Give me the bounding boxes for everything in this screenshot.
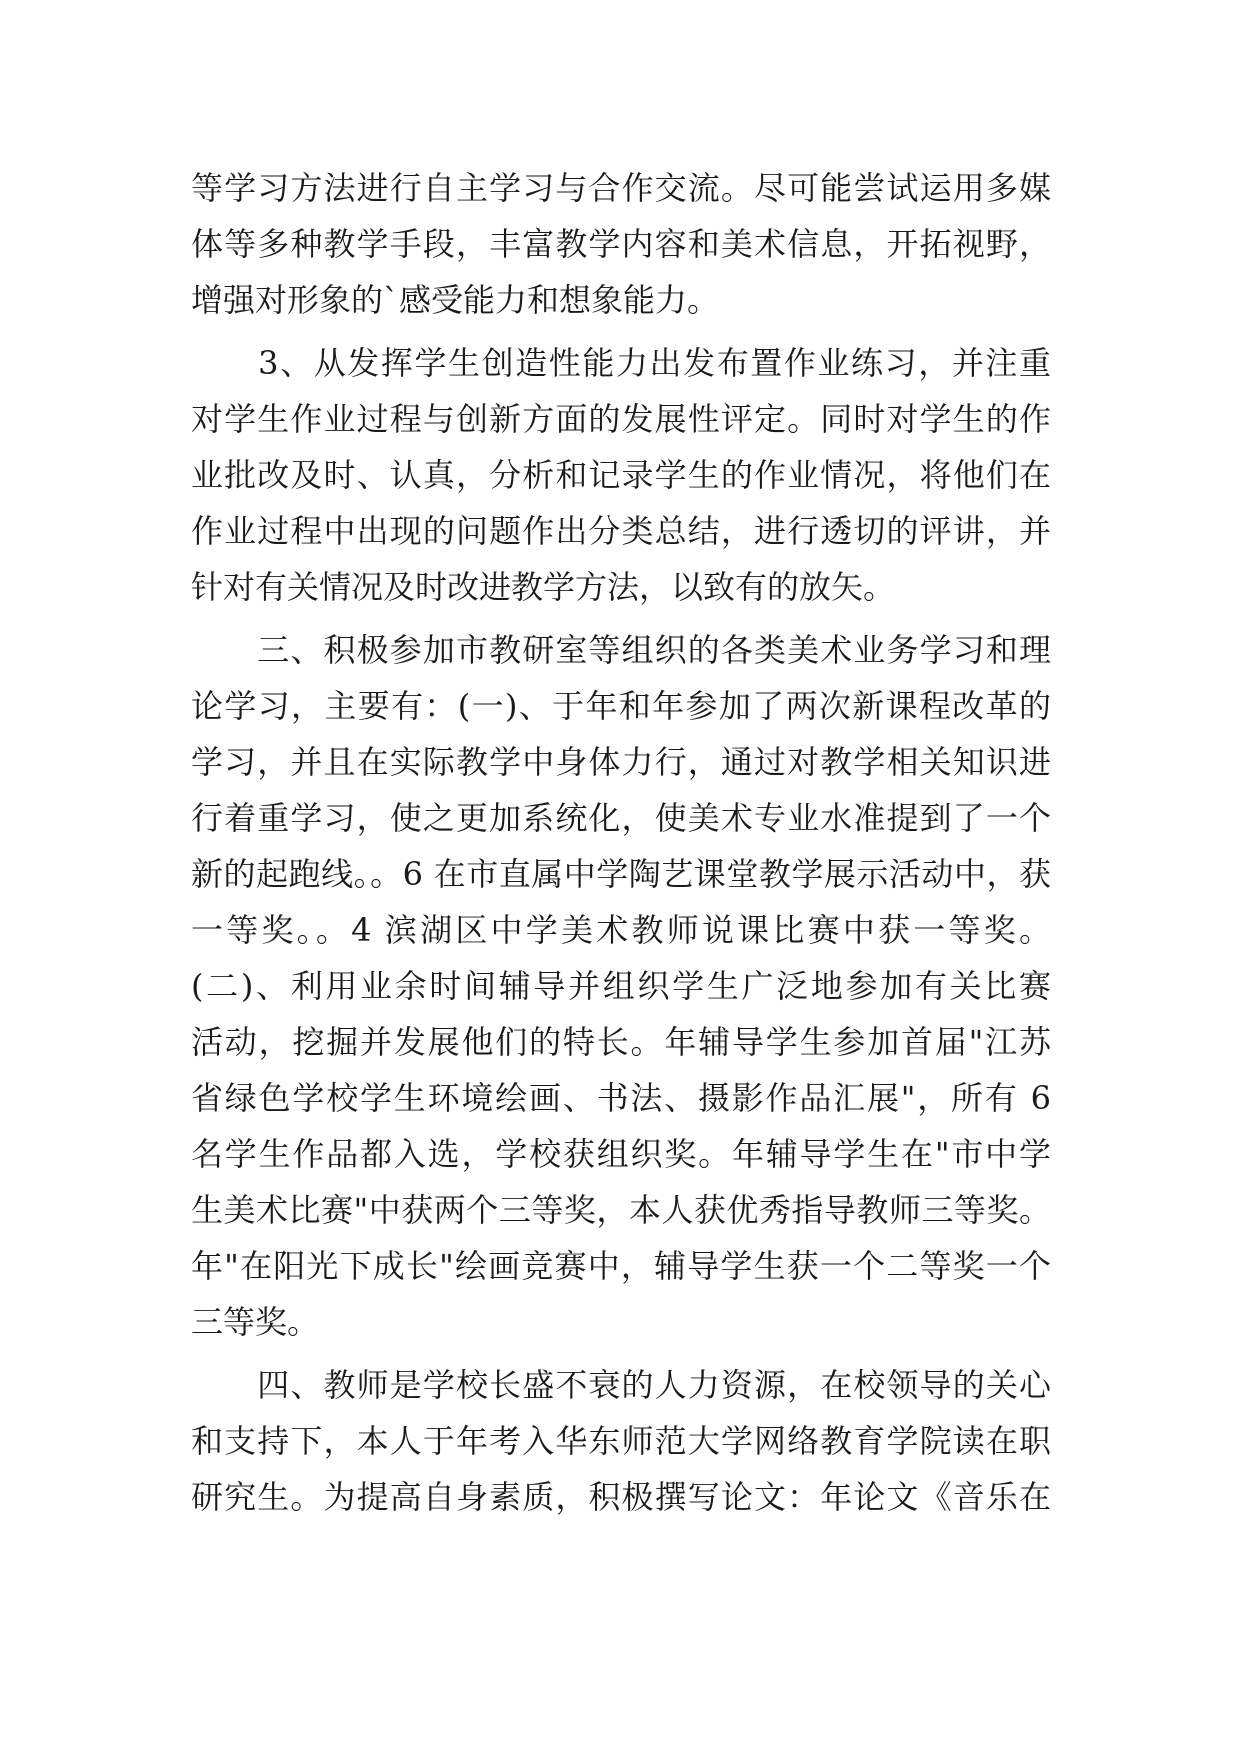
text-line: 名学生作品都入选，学校获组织奖。年辅导学生在"市中学	[191, 1135, 1051, 1173]
text-line: 三等奖。	[191, 1303, 320, 1341]
text-line: (二)、利用业余时间辅导并组织学生广泛地参加有关比赛	[191, 967, 1051, 1005]
text-line: 针对有关情况及时改进教学方法，以致有的放矢。	[191, 568, 896, 606]
text-line: 论学习，主要有：(一)、于年和年参加了两次新课程改革的	[191, 687, 1051, 725]
text-line: 活动，挖掘并发展他们的特长。年辅导学生参加首届"江苏	[191, 1023, 1051, 1061]
paragraph-4	[191, 1357, 1051, 1525]
text-line: 3、从发挥学生创造性能力出发布置作业练习，并注重	[191, 344, 1051, 382]
text-line: 生美术比赛"中获两个三等奖，本人获优秀指导教师三等奖。	[191, 1191, 1051, 1229]
text-line: 省绿色学校学生环境绘画、书法、摄影作品汇展"，所有 6	[191, 1079, 1051, 1117]
text-line: 等学习方法进行自主学习与合作交流。尽可能尝试运用多媒	[191, 169, 1051, 207]
paragraph-2	[191, 335, 1051, 615]
text-line: 学习，并且在实际教学中身体力行，通过对教学相关知识进	[191, 743, 1051, 781]
text-line: 作业过程中出现的问题作出分类总结，进行透切的评讲，并	[191, 512, 1051, 550]
document-body	[191, 160, 1051, 1525]
text-line: 行着重学习，使之更加系统化，使美术专业水准提到了一个	[191, 799, 1051, 837]
text-line: 新的起跑线。。6 在市直属中学陶艺课堂教学展示活动中，获	[191, 855, 1051, 893]
text-line: 年"在阳光下成长"绘画竞赛中，辅导学生获一个二等奖一个	[191, 1247, 1051, 1285]
text-line: 对学生作业过程与创新方面的发展性评定。同时对学生的作	[191, 400, 1051, 438]
text-line: 研究生。为提高自身素质，积极撰写论文：年论文《音乐在	[191, 1478, 1051, 1516]
text-line: 体等多种教学手段，丰富教学内容和美术信息，开拓视野，	[191, 225, 1051, 263]
text-line: 业批改及时、认真，分析和记录学生的作业情况，将他们在	[191, 456, 1051, 494]
text-line: 增强对形象的`感受能力和想象能力。	[191, 281, 720, 319]
paragraph-3	[191, 622, 1051, 1350]
text-line: 和支持下，本人于年考入华东师范大学网络教育学院读在职	[191, 1422, 1051, 1460]
paragraph-1	[191, 160, 1051, 328]
text-line: 四、教师是学校长盛不衰的人力资源，在校领导的关心	[191, 1366, 1051, 1404]
text-line: 一等奖。。4 滨湖区中学美术教师说课比赛中获一等奖。	[191, 911, 1051, 949]
text-line: 三、积极参加市教研室等组织的各类美术业务学习和理	[191, 631, 1051, 669]
